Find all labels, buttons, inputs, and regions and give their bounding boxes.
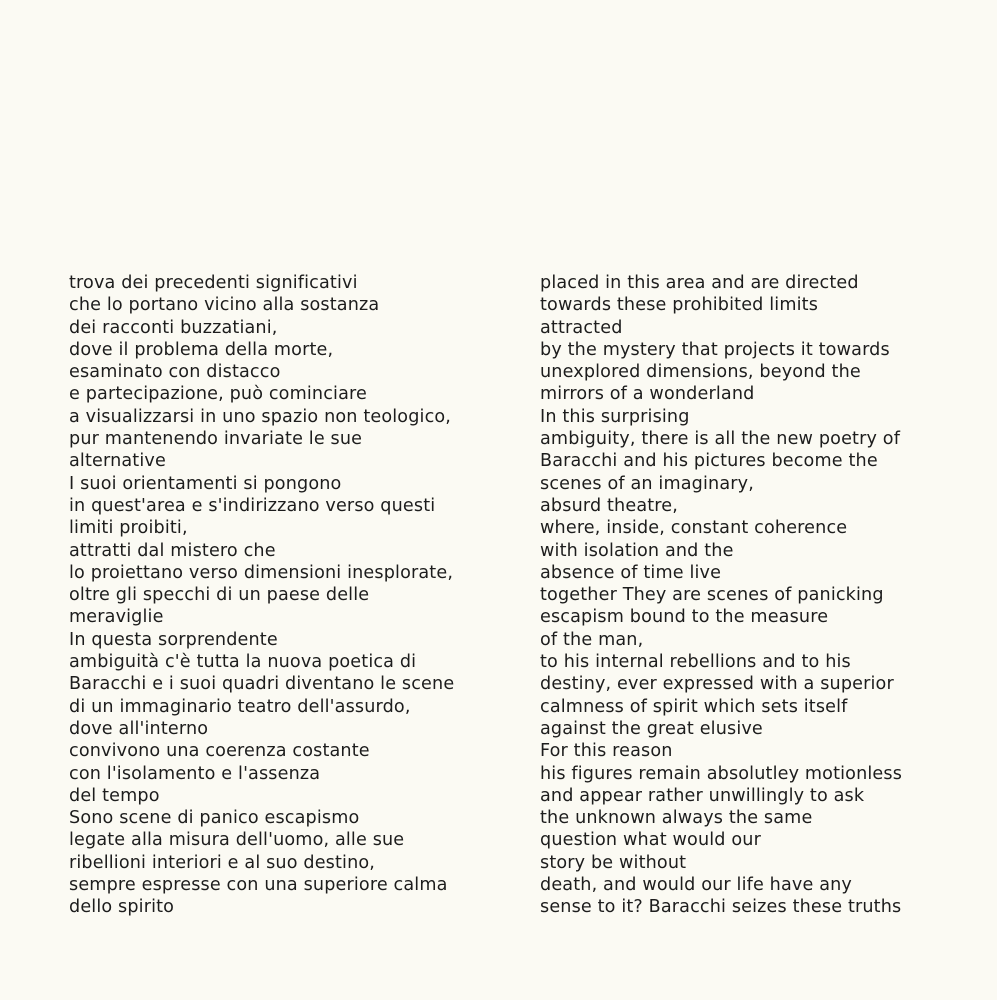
italian-text-column — [69, 272, 519, 919]
italian-line: in quest'area e s'indirizzano verso questi — [69, 495, 436, 516]
english-line: where, inside, constant coherence — [540, 518, 848, 539]
italian-line: sempre espresse con una superiore calma — [69, 875, 448, 896]
english-line: with isolation and the — [540, 540, 734, 561]
italian-line: e partecipazione, può cominciare — [69, 384, 367, 405]
english-line: unexplored dimensions, beyond the — [540, 362, 861, 383]
english-line: placed in this area and are directed — [540, 273, 859, 293]
english-line: to his internal rebellions and to his — [540, 652, 851, 673]
english-line: his figures remain absolutley motionless — [540, 763, 903, 784]
english-line: together They are scenes of panicking — [540, 585, 884, 606]
italian-line: trova dei precedenti significativi — [69, 273, 358, 293]
italian-line: che lo portano vicino alla sostanza — [69, 295, 380, 316]
italian-line: attratti dal mistero che — [69, 540, 276, 561]
english-line: scenes of an imaginary, — [540, 473, 754, 494]
italian-line: esaminato con distacco — [69, 362, 281, 383]
italian-line: dei racconti buzzatiani, — [69, 317, 278, 338]
italian-line: convivono una coerenza costante — [69, 741, 370, 762]
english-line: Baracchi and his pictures become the — [540, 451, 878, 472]
italian-line: con l'isolamento e l'assenza — [69, 763, 321, 784]
english-line: against the great elusive — [540, 718, 763, 739]
english-line: escapism bound to the measure — [540, 607, 829, 628]
italian-line: dove all'interno — [69, 718, 209, 739]
italian-line: a visualizzarsi in uno spazio non teologico, — [69, 406, 452, 427]
english-line: of the man, — [540, 629, 644, 650]
italian-line: di un immaginario teatro dell'assurdo, — [69, 696, 411, 717]
italian-line: meraviglie — [69, 607, 164, 628]
italian-line: dello spirito — [69, 897, 175, 918]
english-line: the unknown always the same — [540, 808, 813, 829]
italian-line: alternative — [69, 451, 166, 472]
english-line: In this surprising — [540, 406, 690, 427]
italian-line: oltre gli specchi di un paese delle — [69, 585, 370, 606]
italian-line: In questa sorprendente — [69, 629, 278, 650]
english-line: sense to it? Baracchi seizes these truths — [540, 897, 902, 918]
italian-line: lo proiettano verso dimensioni inesplorate, — [69, 562, 454, 583]
italian-line: dove il problema della morte, — [69, 339, 334, 360]
english-line: ambiguity, there is all the new poetry of — [540, 429, 901, 450]
italian-line: pur mantenendo invariate le sue — [69, 429, 363, 450]
english-text-column — [540, 272, 990, 919]
italian-line: ambiguità c'è tutta la nuova poetica di — [69, 652, 417, 673]
english-line: attracted — [540, 317, 623, 338]
italian-line: Baracchi e i suoi quadri diventano le scene — [69, 674, 455, 695]
italian-line: legate alla misura dell'uomo, alle sue — [69, 830, 405, 851]
english-line: For this reason — [540, 741, 673, 762]
italian-line: ribellioni interiori e al suo destino, — [69, 852, 376, 873]
english-line: death, and would our life have any — [540, 875, 852, 896]
english-line: destiny, ever expressed with a superior — [540, 674, 894, 695]
english-line: by the mystery that projects it towards — [540, 339, 890, 360]
italian-line: I suoi orientamenti si pongono — [69, 473, 342, 494]
english-line: towards these prohibited limits — [540, 295, 819, 316]
english-line: and appear rather unwillingly to ask — [540, 785, 865, 806]
english-line: story be without — [540, 852, 687, 873]
english-line: absence of time live — [540, 562, 722, 583]
italian-line: Sono scene di panico escapismo — [69, 808, 360, 829]
english-line: mirrors of a wonderland — [540, 384, 755, 405]
italian-line: limiti proibiti, — [69, 518, 188, 539]
english-line: absurd theatre, — [540, 495, 679, 516]
english-line: question what would our — [540, 830, 761, 851]
italian-line: del tempo — [69, 785, 160, 806]
english-line: calmness of spirit which sets itself — [540, 696, 848, 717]
